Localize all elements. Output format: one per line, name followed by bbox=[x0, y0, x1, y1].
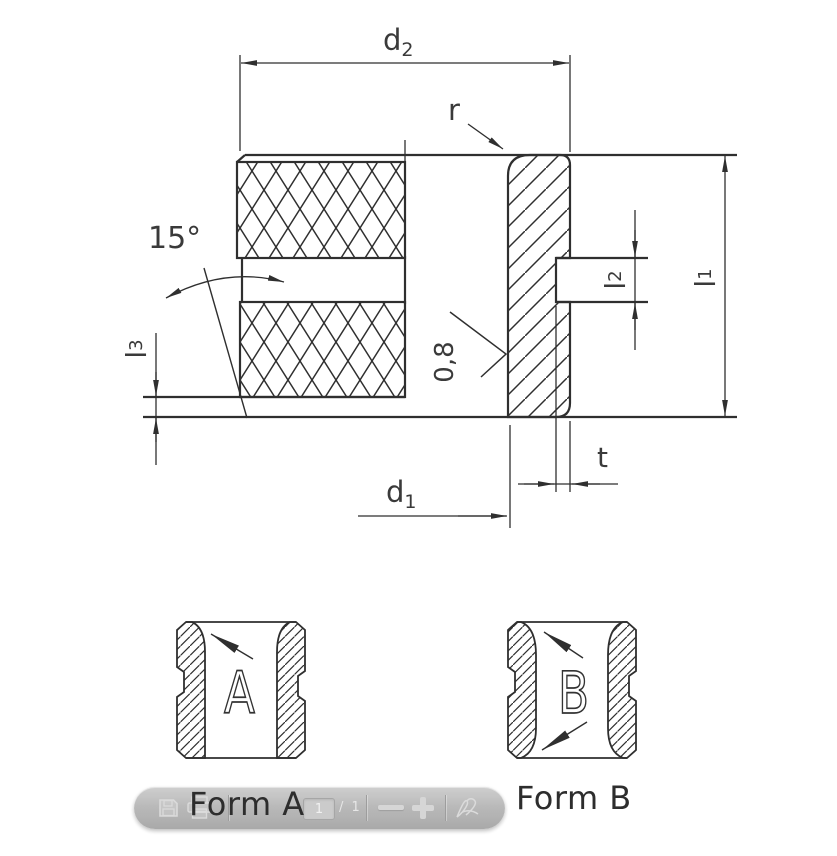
form-b-left-wall bbox=[508, 622, 536, 758]
form-a-right-wall bbox=[277, 622, 305, 758]
save-button[interactable] bbox=[158, 787, 179, 829]
radius-leader bbox=[468, 124, 503, 149]
form-a-arrow bbox=[211, 634, 253, 659]
knurl-band-upper bbox=[237, 162, 405, 258]
form-a-view bbox=[177, 622, 305, 758]
form-b-letter: B bbox=[558, 660, 590, 728]
knurl-band-lower bbox=[240, 302, 405, 397]
toolbar-divider bbox=[366, 795, 367, 821]
dim-d2-ext bbox=[240, 55, 570, 152]
acrobat-button[interactable] bbox=[454, 787, 482, 829]
page-number-input[interactable]: 1 bbox=[303, 798, 335, 820]
dim-angle-arc bbox=[166, 277, 284, 298]
save-icon bbox=[158, 798, 179, 818]
flange-section bbox=[508, 155, 570, 417]
label-angle: 15° bbox=[148, 221, 202, 256]
label-l2: l 2 bbox=[599, 270, 632, 290]
label-l3: l 3 bbox=[120, 339, 153, 359]
form-a-left-wall bbox=[177, 622, 205, 758]
label-d1: $d_1$ bbox=[386, 475, 417, 513]
form-b-view bbox=[508, 622, 636, 758]
page-total-label: / 1 bbox=[339, 800, 362, 815]
label-thickness: t bbox=[597, 441, 608, 474]
form-a-caption: Form A bbox=[189, 785, 305, 823]
acrobat-icon bbox=[454, 796, 482, 820]
label-l1: l 1 bbox=[689, 268, 722, 288]
zoom-in-icon[interactable] bbox=[412, 797, 434, 819]
label-radius: r bbox=[448, 93, 460, 127]
label-roughness: 0,8 bbox=[430, 341, 460, 383]
form-b-caption: Form B bbox=[516, 779, 632, 817]
form-b-arrow-top bbox=[544, 632, 583, 658]
zoom-out-icon[interactable] bbox=[378, 805, 404, 810]
form-a-letter: A bbox=[224, 660, 255, 728]
toolbar-divider bbox=[445, 795, 446, 821]
form-b-right-wall bbox=[608, 622, 636, 758]
label-d2: $d_2$ bbox=[383, 23, 414, 61]
